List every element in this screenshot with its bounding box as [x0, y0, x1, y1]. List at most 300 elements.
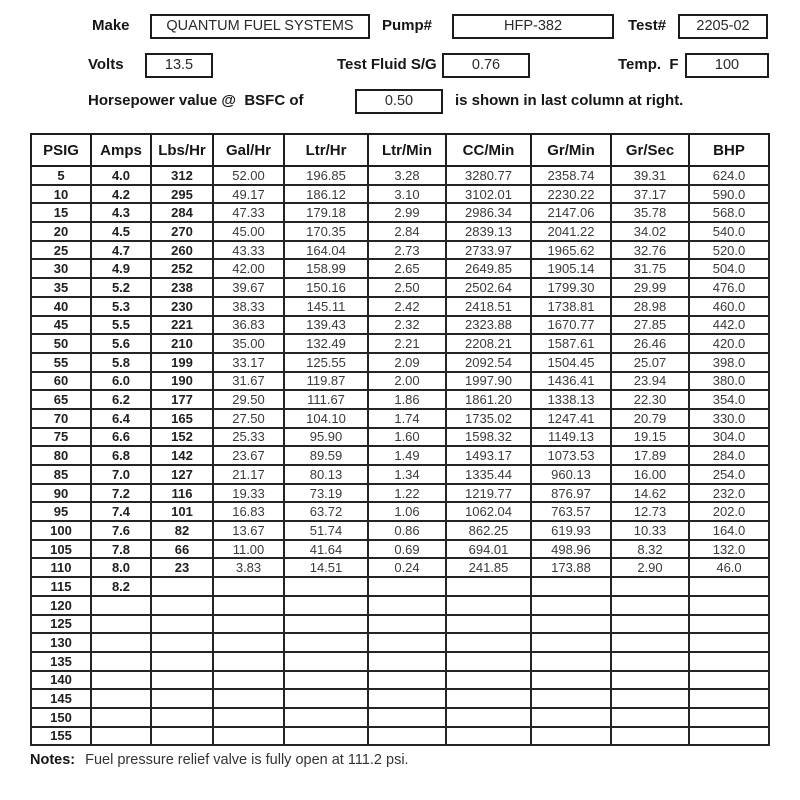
temp-f-value-box: 100	[685, 53, 769, 78]
table-row	[31, 241, 769, 260]
cell: 260	[151, 241, 213, 260]
cell	[611, 652, 689, 671]
cell: 16.00	[611, 465, 689, 484]
cell: 47.33	[213, 203, 284, 222]
cell: 45.00	[213, 222, 284, 241]
table-row	[31, 708, 769, 727]
cell: 63.72	[284, 502, 368, 521]
column-header: Ltr/Hr	[284, 134, 368, 166]
table-row	[31, 166, 769, 185]
cell: 132.0	[689, 540, 769, 559]
cell: 520.0	[689, 241, 769, 260]
cell: 590.0	[689, 185, 769, 204]
cell: 73.19	[284, 484, 368, 503]
cell: 498.96	[531, 540, 611, 559]
cell: 28.98	[611, 297, 689, 316]
cell: 110	[31, 558, 91, 577]
cell	[284, 727, 368, 746]
cell: 199	[151, 353, 213, 372]
cell: 125	[31, 615, 91, 634]
cell: 312	[151, 166, 213, 185]
cell	[446, 708, 531, 727]
cell: 45	[31, 316, 91, 335]
cell	[284, 652, 368, 671]
cell: 19.33	[213, 484, 284, 503]
cell	[446, 727, 531, 746]
cell: 132.49	[284, 334, 368, 353]
cell: 5.3	[91, 297, 151, 316]
cell: 50	[31, 334, 91, 353]
column-header: Amps	[91, 134, 151, 166]
cell: 1735.02	[446, 409, 531, 428]
table-row	[31, 615, 769, 634]
cell	[213, 596, 284, 615]
cell	[213, 727, 284, 746]
table-row	[31, 185, 769, 204]
cell: 420.0	[689, 334, 769, 353]
cell: 540.0	[689, 222, 769, 241]
cell: 354.0	[689, 390, 769, 409]
cell: 862.25	[446, 521, 531, 540]
cell	[151, 689, 213, 708]
cell: 1219.77	[446, 484, 531, 503]
cell	[91, 652, 151, 671]
cell: 145	[31, 689, 91, 708]
cell: 10	[31, 185, 91, 204]
table-row	[31, 689, 769, 708]
cell	[611, 633, 689, 652]
cell: 1861.20	[446, 390, 531, 409]
cell: 177	[151, 390, 213, 409]
cell: 568.0	[689, 203, 769, 222]
cell: 3.10	[368, 185, 446, 204]
cell: 2.84	[368, 222, 446, 241]
cell: 2208.21	[446, 334, 531, 353]
cell: 119.87	[284, 372, 368, 391]
cell: 10.33	[611, 521, 689, 540]
cell	[611, 615, 689, 634]
cell	[368, 633, 446, 652]
make-value-box: QUANTUM FUEL SYSTEMS	[150, 14, 370, 39]
cell: 7.8	[91, 540, 151, 559]
cell	[368, 727, 446, 746]
cell: 31.75	[611, 259, 689, 278]
cell: 70	[31, 409, 91, 428]
cell: 95.90	[284, 428, 368, 447]
cell: 7.6	[91, 521, 151, 540]
cell: 31.67	[213, 372, 284, 391]
cell: 476.0	[689, 278, 769, 297]
cell: 4.7	[91, 241, 151, 260]
cell: 270	[151, 222, 213, 241]
cell	[368, 615, 446, 634]
cell: 25.07	[611, 353, 689, 372]
cell	[446, 577, 531, 596]
cell: 179.18	[284, 203, 368, 222]
cell: 85	[31, 465, 91, 484]
cell: 960.13	[531, 465, 611, 484]
cell: 2733.97	[446, 241, 531, 260]
cell: 232.0	[689, 484, 769, 503]
cell: 75	[31, 428, 91, 447]
cell: 2.50	[368, 278, 446, 297]
cell: 7.4	[91, 502, 151, 521]
cell: 51.74	[284, 521, 368, 540]
cell	[611, 727, 689, 746]
cell: 2.32	[368, 316, 446, 335]
cell: 23.67	[213, 446, 284, 465]
table-row	[31, 297, 769, 316]
cell: 173.88	[531, 558, 611, 577]
cell: 619.93	[531, 521, 611, 540]
make-label: Make	[92, 17, 130, 34]
table-row	[31, 540, 769, 559]
cell: 1073.53	[531, 446, 611, 465]
cell	[446, 633, 531, 652]
table-row	[31, 577, 769, 596]
cell	[284, 596, 368, 615]
cell	[531, 577, 611, 596]
cell: 504.0	[689, 259, 769, 278]
cell: 26.46	[611, 334, 689, 353]
cell	[213, 633, 284, 652]
cell: 127	[151, 465, 213, 484]
cell: 111.67	[284, 390, 368, 409]
cell	[689, 652, 769, 671]
cell: 4.9	[91, 259, 151, 278]
cell	[91, 633, 151, 652]
cell: 100	[31, 521, 91, 540]
cell	[284, 689, 368, 708]
cell: 55	[31, 353, 91, 372]
cell: 101	[151, 502, 213, 521]
cell: 460.0	[689, 297, 769, 316]
table-row	[31, 353, 769, 372]
cell: 95	[31, 502, 91, 521]
cell	[368, 689, 446, 708]
cell: 30	[31, 259, 91, 278]
cell: 33.17	[213, 353, 284, 372]
cell	[151, 633, 213, 652]
column-header: Ltr/Min	[368, 134, 446, 166]
table-header-row	[31, 134, 769, 166]
cell: 1670.77	[531, 316, 611, 335]
cell	[446, 671, 531, 690]
table-row	[31, 203, 769, 222]
cell: 39.31	[611, 166, 689, 185]
cell: 104.10	[284, 409, 368, 428]
cell: 4.5	[91, 222, 151, 241]
cell: 1493.17	[446, 446, 531, 465]
cell	[689, 577, 769, 596]
cell	[531, 671, 611, 690]
cell: 1997.90	[446, 372, 531, 391]
cell	[368, 652, 446, 671]
pump-number-label: Pump#	[382, 17, 433, 34]
cell: 42.00	[213, 259, 284, 278]
cell	[213, 671, 284, 690]
cell: 2.00	[368, 372, 446, 391]
cell: 150	[31, 708, 91, 727]
notes-label: Notes:	[30, 752, 76, 768]
cell: 60	[31, 372, 91, 391]
cell	[689, 689, 769, 708]
cell: 29.50	[213, 390, 284, 409]
cell	[91, 596, 151, 615]
cell	[284, 577, 368, 596]
cell: 155	[31, 727, 91, 746]
cell	[213, 577, 284, 596]
cell: 80	[31, 446, 91, 465]
cell: 2.99	[368, 203, 446, 222]
cell: 3280.77	[446, 166, 531, 185]
cell: 2986.34	[446, 203, 531, 222]
cell	[611, 596, 689, 615]
cell: 23.94	[611, 372, 689, 391]
cell: 5	[31, 166, 91, 185]
cell	[151, 577, 213, 596]
cell: 65	[31, 390, 91, 409]
column-header: Gr/Sec	[611, 134, 689, 166]
cell: 1504.45	[531, 353, 611, 372]
cell: 1247.41	[531, 409, 611, 428]
cell: 0.69	[368, 540, 446, 559]
cell: 12.73	[611, 502, 689, 521]
cell: 254.0	[689, 465, 769, 484]
table-row	[31, 521, 769, 540]
cell: 1338.13	[531, 390, 611, 409]
cell: 2230.22	[531, 185, 611, 204]
test-number-value-box: 2205-02	[678, 14, 768, 39]
cell: 624.0	[689, 166, 769, 185]
cell: 35	[31, 278, 91, 297]
cell: 1965.62	[531, 241, 611, 260]
cell	[689, 596, 769, 615]
cell	[611, 577, 689, 596]
cell: 0.24	[368, 558, 446, 577]
cell: 1598.32	[446, 428, 531, 447]
cell	[151, 652, 213, 671]
cell	[689, 708, 769, 727]
temp-f-label: Temp. F	[618, 56, 679, 73]
cell: 6.4	[91, 409, 151, 428]
cell: 5.6	[91, 334, 151, 353]
table-row	[31, 259, 769, 278]
cell: 14.51	[284, 558, 368, 577]
test-number-label: Test#	[628, 17, 667, 34]
cell	[151, 671, 213, 690]
cell: 29.99	[611, 278, 689, 297]
table-row	[31, 671, 769, 690]
cell: 210	[151, 334, 213, 353]
cell: 20.79	[611, 409, 689, 428]
cell: 139.43	[284, 316, 368, 335]
cell: 17.89	[611, 446, 689, 465]
cell	[213, 615, 284, 634]
cell: 6.2	[91, 390, 151, 409]
cell: 6.6	[91, 428, 151, 447]
cell	[284, 671, 368, 690]
cell: 66	[151, 540, 213, 559]
volts-value-box: 13.5	[145, 53, 213, 78]
cell: 25.33	[213, 428, 284, 447]
cell: 2839.13	[446, 222, 531, 241]
cell	[91, 708, 151, 727]
cell: 135	[31, 652, 91, 671]
cell: 80.13	[284, 465, 368, 484]
cell	[368, 577, 446, 596]
cell: 21.17	[213, 465, 284, 484]
column-header: PSIG	[31, 134, 91, 166]
cell: 5.8	[91, 353, 151, 372]
cell	[151, 596, 213, 615]
cell: 2147.06	[531, 203, 611, 222]
cell: 22.30	[611, 390, 689, 409]
cell: 304.0	[689, 428, 769, 447]
cell: 1.74	[368, 409, 446, 428]
cell: 145.11	[284, 297, 368, 316]
cell: 43.33	[213, 241, 284, 260]
table-row	[31, 334, 769, 353]
cell	[689, 727, 769, 746]
cell: 152	[151, 428, 213, 447]
cell	[284, 615, 368, 634]
cell: 19.15	[611, 428, 689, 447]
cell: 49.17	[213, 185, 284, 204]
cell: 7.0	[91, 465, 151, 484]
cell: 164.04	[284, 241, 368, 260]
table-row	[31, 316, 769, 335]
cell: 1587.61	[531, 334, 611, 353]
cell: 230	[151, 297, 213, 316]
cell: 16.83	[213, 502, 284, 521]
test-fluid-sg-value-box: 0.76	[442, 53, 530, 78]
cell: 27.85	[611, 316, 689, 335]
cell: 35.78	[611, 203, 689, 222]
cell	[446, 652, 531, 671]
cell	[151, 727, 213, 746]
column-header: Gr/Min	[531, 134, 611, 166]
bsfc-value-box: 0.50	[355, 89, 443, 114]
pump-number-value-box: HFP-382	[452, 14, 614, 39]
cell: 116	[151, 484, 213, 503]
cell: 202.0	[689, 502, 769, 521]
cell: 13.67	[213, 521, 284, 540]
cell: 1738.81	[531, 297, 611, 316]
cell: 2418.51	[446, 297, 531, 316]
cell	[531, 596, 611, 615]
cell: 90	[31, 484, 91, 503]
table-row	[31, 372, 769, 391]
table-row	[31, 596, 769, 615]
cell: 35.00	[213, 334, 284, 353]
column-header: BHP	[689, 134, 769, 166]
cell	[213, 708, 284, 727]
cell: 170.35	[284, 222, 368, 241]
cell: 5.2	[91, 278, 151, 297]
cell: 165	[151, 409, 213, 428]
cell: 186.12	[284, 185, 368, 204]
cell: 164.0	[689, 521, 769, 540]
table-body	[31, 166, 769, 745]
cell: 8.0	[91, 558, 151, 577]
cell	[531, 689, 611, 708]
table-row	[31, 390, 769, 409]
table-row	[31, 558, 769, 577]
cell: 1905.14	[531, 259, 611, 278]
cell: 4.3	[91, 203, 151, 222]
cell: 36.83	[213, 316, 284, 335]
cell	[531, 615, 611, 634]
cell: 5.5	[91, 316, 151, 335]
notes-text: Fuel pressure relief valve is fully open at 111.2 psi.	[85, 752, 409, 768]
cell	[446, 615, 531, 634]
cell: 8.32	[611, 540, 689, 559]
cell: 4.2	[91, 185, 151, 204]
cell: 1799.30	[531, 278, 611, 297]
cell: 41.64	[284, 540, 368, 559]
cell: 4.0	[91, 166, 151, 185]
cell: 284	[151, 203, 213, 222]
cell	[531, 708, 611, 727]
cell: 37.17	[611, 185, 689, 204]
cell: 3.83	[213, 558, 284, 577]
cell	[611, 689, 689, 708]
cell: 2.21	[368, 334, 446, 353]
cell: 39.67	[213, 278, 284, 297]
cell: 140	[31, 671, 91, 690]
cell: 3.28	[368, 166, 446, 185]
cell: 2323.88	[446, 316, 531, 335]
notes-line	[30, 752, 409, 768]
cell: 3102.01	[446, 185, 531, 204]
cell: 2092.54	[446, 353, 531, 372]
cell: 876.97	[531, 484, 611, 503]
cell: 27.50	[213, 409, 284, 428]
table-row	[31, 446, 769, 465]
column-header: Lbs/Hr	[151, 134, 213, 166]
cell: 295	[151, 185, 213, 204]
cell	[213, 652, 284, 671]
cell	[446, 596, 531, 615]
cell	[151, 615, 213, 634]
cell: 238	[151, 278, 213, 297]
cell: 763.57	[531, 502, 611, 521]
bsfc-prefix-text: Horsepower value @ BSFC of	[88, 92, 304, 109]
cell: 125.55	[284, 353, 368, 372]
table-row	[31, 278, 769, 297]
table-row	[31, 502, 769, 521]
cell	[531, 727, 611, 746]
cell: 6.0	[91, 372, 151, 391]
cell: 150.16	[284, 278, 368, 297]
cell	[284, 633, 368, 652]
table-row	[31, 409, 769, 428]
cell: 1.49	[368, 446, 446, 465]
cell: 1149.13	[531, 428, 611, 447]
cell: 158.99	[284, 259, 368, 278]
table-row	[31, 428, 769, 447]
cell: 142	[151, 446, 213, 465]
cell	[91, 615, 151, 634]
cell: 6.8	[91, 446, 151, 465]
cell: 130	[31, 633, 91, 652]
cell	[368, 596, 446, 615]
cell	[213, 689, 284, 708]
cell: 196.85	[284, 166, 368, 185]
cell: 1.60	[368, 428, 446, 447]
cell: 2041.22	[531, 222, 611, 241]
